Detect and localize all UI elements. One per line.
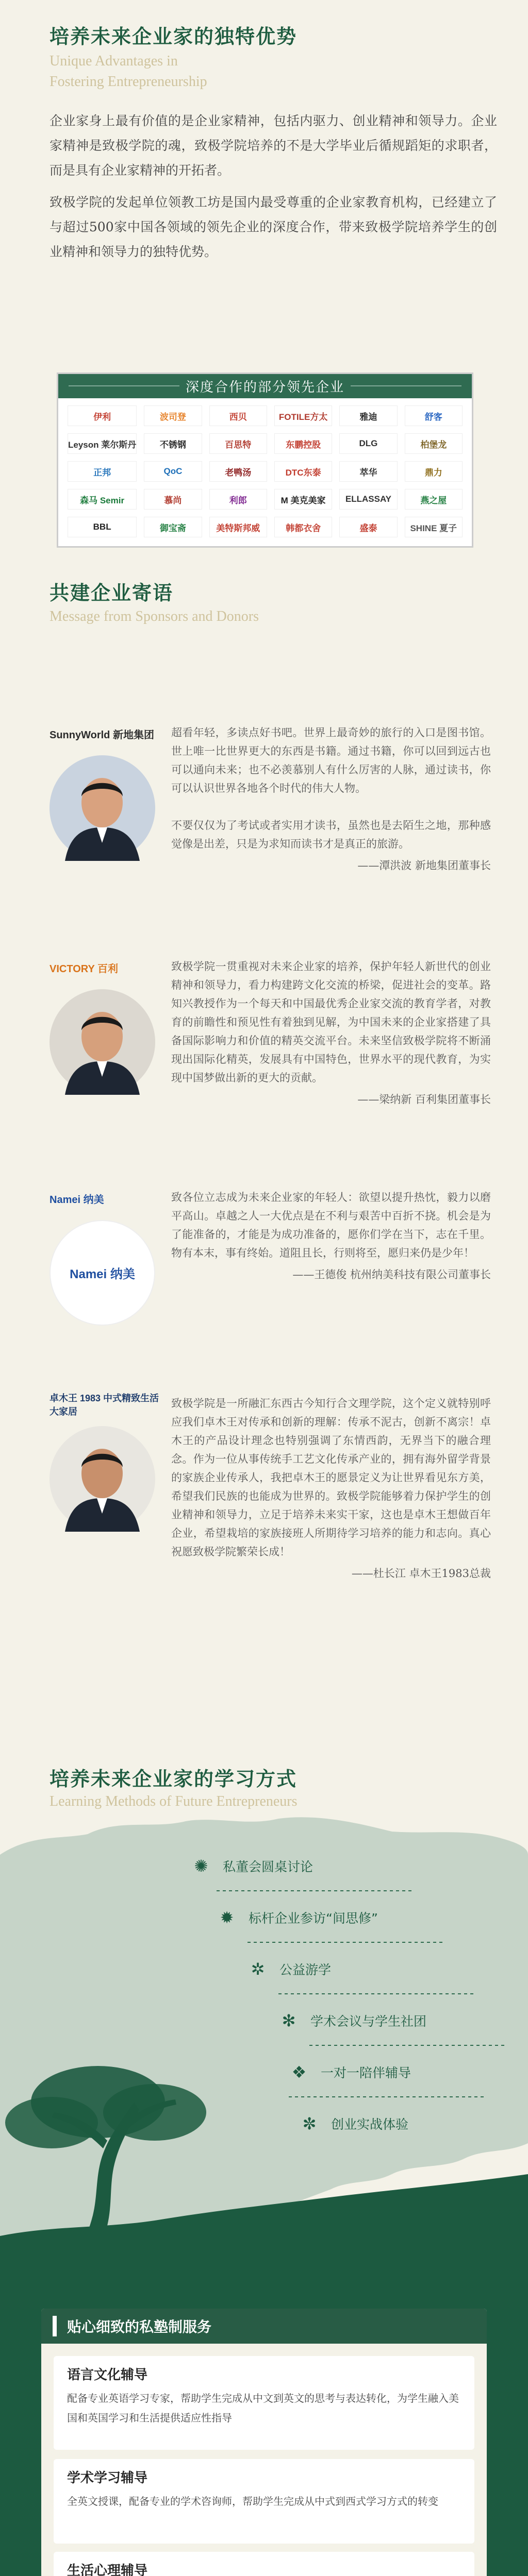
speaker-photo xyxy=(50,1220,155,1326)
sponsors-subtitle: Message from Sponsors and Donors xyxy=(50,608,259,624)
speaker-message xyxy=(171,1188,491,1284)
partner-logo: 柏堡龙 xyxy=(405,433,463,454)
service-panel xyxy=(41,2309,487,2576)
partner-logo: 老鸭汤 xyxy=(209,461,267,482)
partner-logo: 美特斯邦威 xyxy=(209,517,267,537)
learning-method-item xyxy=(278,2010,426,2031)
advantages-paragraph-1: 企业家身上最有价值的是企业家精神，包括内驱力、创业精神和领导力。企业家精神是致极学院的魂，致极学院培养的不是大学毕业后循规蹈矩的求职者，而是具有企业家精神的开拓者。 xyxy=(50,113,497,178)
methods-title: 培养未来企业家的学习方式 xyxy=(50,1767,298,1790)
partner-logo: 鼎力 xyxy=(405,461,463,482)
speaker-photo xyxy=(50,1426,155,1532)
method-icon: ✹ xyxy=(220,1908,234,1927)
advantages-subtitle-1: Unique Advantages in xyxy=(50,53,178,69)
sponsors-title: 共建企业寄语 xyxy=(50,581,174,604)
partners-panel xyxy=(57,372,473,548)
partners-logo-grid xyxy=(58,398,472,545)
speaker-signature: ——杜长江 卓木王1983总裁 xyxy=(351,1567,491,1580)
partner-logo: 萃华 xyxy=(339,461,397,482)
partner-logo: 东鹏控股 xyxy=(274,433,332,454)
partner-logo: 百思特 xyxy=(209,433,267,454)
service-card xyxy=(54,2459,474,2544)
method-label: 标杆企业参访“间思修” xyxy=(249,1911,378,1926)
service-card-desc: 配备专业英语学习专家，帮助学生完成从中文到英文的思考与表达转化，为学生融入美国和英国学习和生活提供适应性指导 xyxy=(67,2392,459,2424)
service-title: 贴心细致的私塾制服务 xyxy=(41,2309,487,2344)
advantages-paragraph-2: 致极学院的发起单位领教工坊是国内最受尊重的企业家教育机构，已经建立了与超过500家中国各领域的领先企业的深度合作，带来致极学院培养学生的创业精神和领导力的独特优势。 xyxy=(50,195,497,259)
partner-logo: 利郎 xyxy=(209,489,267,510)
methods-subtitle: Learning Methods of Future Entrepreneurs xyxy=(50,1793,298,1809)
method-label: 一对一陪伴辅导 xyxy=(321,2065,411,2080)
service-card xyxy=(54,2356,474,2450)
partner-logo: QoC xyxy=(144,461,202,482)
sponsor-logo xyxy=(50,723,160,744)
speaker-logo-placeholder: Namei 纳美 xyxy=(70,1267,135,1281)
speaker-message xyxy=(171,957,491,1109)
sponsor-logo-text: VICTORY 百利 xyxy=(50,963,118,975)
speaker-message xyxy=(171,723,491,875)
sponsor-logo-text: 卓木王 1983 中式精致生活大家居 xyxy=(50,1393,159,1417)
method-icon: ✼ xyxy=(302,2114,317,2133)
learning-methods-section xyxy=(0,1763,528,2576)
method-icon: ✺ xyxy=(194,1856,208,1876)
advantages-section xyxy=(0,0,528,577)
learning-method-item xyxy=(217,1907,378,1928)
portrait-illustration xyxy=(50,755,155,861)
sponsor-logo-text: Namei 纳美 xyxy=(50,1194,104,1206)
method-icon: ✻ xyxy=(282,2011,296,2030)
partner-logo: M 美克美家 xyxy=(274,489,332,510)
service-card-title: 学术学习辅导 xyxy=(67,2470,148,2486)
speaker-photo xyxy=(50,989,155,1095)
service-card-title: 语言文化辅导 xyxy=(67,2367,148,2383)
sponsor-logo xyxy=(50,1394,160,1415)
speaker-message-paragraph: 超看年轻，多读点好书吧。世界上最奇妙的旅行的入口是图书馆。世上唯一比世界更大的东西是书籍。通过书籍，你可以回到远古也可以通向未来；也不必羡慕别人有什么厉害的人脉，通过读书，你可以认识世界各地各个时代的伟大人物。 xyxy=(171,726,491,794)
method-icon: ✲ xyxy=(251,1959,265,1979)
learning-method-item xyxy=(248,1959,331,1979)
sponsor-logo xyxy=(50,957,160,978)
learning-method-item xyxy=(299,2113,408,2134)
advantages-title: 培养未来企业家的独特优势 xyxy=(50,25,298,48)
partner-logo: DTC东泰 xyxy=(274,461,332,482)
speaker-signature: ——王德俊 杭州纳美科技有限公司董事长 xyxy=(292,1268,491,1281)
partner-logo: 燕之屋 xyxy=(405,489,463,510)
partner-logo: 波司登 xyxy=(144,405,202,426)
learning-method-item xyxy=(191,1856,313,1876)
partner-logo: 西贝 xyxy=(209,405,267,426)
speaker-message xyxy=(171,1394,491,1583)
partner-logo: 慕尚 xyxy=(144,489,202,510)
partner-logo: 森马 Semir xyxy=(68,489,137,510)
method-label: 公益游学 xyxy=(279,1962,332,1977)
partner-logo: ELLASSAY xyxy=(339,489,397,510)
partner-logo: 不锈钢 xyxy=(144,433,202,454)
partners-caption: 深度合作的部分领先企业 xyxy=(58,374,472,398)
partner-logo: 韩都衣舍 xyxy=(274,517,332,537)
speaker-message-paragraph: 致极学院是一所融汇东西古今知行合文理学院，这个定义就特别呼应我们卓木王对传承和创新的理解：传承不泥古，创新不离宗！卓木王的产品设计理念也特别强调了东情西韵，无界当下的融合理念。作为一位从事传统手工艺文化传承产业的，拥有海外留学背景的家族企业传承人，我把卓木王的愿景定义为让世界看见东方美，希望我们民族的也能成为世界的。致极学院能够着力保护学生的创业精神和领导力，立足于培养未来实干家，这也是卓木王想做百年企业，希望栽培的家族接班人所期待学习培养的能力和志向。真心祝愿致极学院繁荣长成！ xyxy=(171,1397,491,1558)
partner-logo: FOTILE方太 xyxy=(274,405,332,426)
sponsor-logo xyxy=(50,1188,160,1209)
partner-logo: Leyson 莱尔斯丹 xyxy=(68,433,137,454)
speaker-photo xyxy=(50,755,155,861)
speaker-message-paragraph: 致极学院一贯重视对未来企业家的培养，保护年轻人新世代的创业精神和领导力，看力构建跨文化交流的桥梁，促进社会的变革。路知兴教授作为一个每天和中国最优秀企业家交流的教育学者，对教育的前瞻性和预见性有着独到见解，为中国未来的企业家搭建了具备国际影响力和价值的精英交流平台。未来坚信致极学院将不断涌现出国际化精英，发展具有中国特色，世界水平的现代教育，为实现中国梦做出新的更大的贡献。 xyxy=(171,960,491,1084)
partner-logo: DLG xyxy=(339,433,397,454)
method-label: 学术会议与学生社团 xyxy=(310,2014,427,2029)
learning-method-item xyxy=(289,2062,411,2082)
portrait-illustration xyxy=(50,989,155,1095)
speaker-message-paragraph: 不要仅仅为了考试或者实用才读书，虽然也是去陌生之地，那种感觉像是出差，只是为求知而读书才是真正的旅游。 xyxy=(171,819,491,850)
partner-logo: 正邦 xyxy=(68,461,137,482)
speaker-signature: ——潭洪波 新地集团董事长 xyxy=(357,859,491,872)
partner-logo: 伊利 xyxy=(68,405,137,426)
partner-logo: SHINE 夏子 xyxy=(405,517,463,537)
sponsor-logo-text: SunnyWorld 新地集团 xyxy=(50,729,154,741)
method-label: 私董会圆桌讨论 xyxy=(223,1859,314,1874)
method-icon: ❖ xyxy=(291,2062,307,2082)
speaker-signature: ——梁纳新 百利集团董事长 xyxy=(357,1093,491,1106)
method-label: 创业实战体验 xyxy=(331,2117,409,2132)
portrait-illustration xyxy=(50,1426,155,1532)
service-card-title: 生活心理辅导 xyxy=(67,2563,148,2576)
service-card-desc: 全英文授课，配备专业的学术咨询师，帮助学生完成从中式到西式学习方式的转变 xyxy=(67,2495,438,2507)
speaker-message-paragraph: 致各位立志成为未来企业家的年轻人：欲望以提升热忱，毅力以磨平高山。卓越之人一大优点是在不利与艰苦中百折不挠。机会是为了能准备的，才能是为成功准备的，愿你们学在当下，志在千里。物有本末，事有终始。道阻且长，行则将至，愿归来仍是少年！ xyxy=(171,1191,491,1259)
partner-logo: 盛泰 xyxy=(339,517,397,537)
partner-logo: 舒客 xyxy=(405,405,463,426)
advantages-subtitle-2: Fostering Entrepreneurship xyxy=(50,74,207,90)
partner-logo: 御宝斋 xyxy=(144,517,202,537)
service-card xyxy=(54,2552,474,2576)
partner-logo: 雅迪 xyxy=(339,405,397,426)
partner-logo: BBL xyxy=(68,517,137,537)
